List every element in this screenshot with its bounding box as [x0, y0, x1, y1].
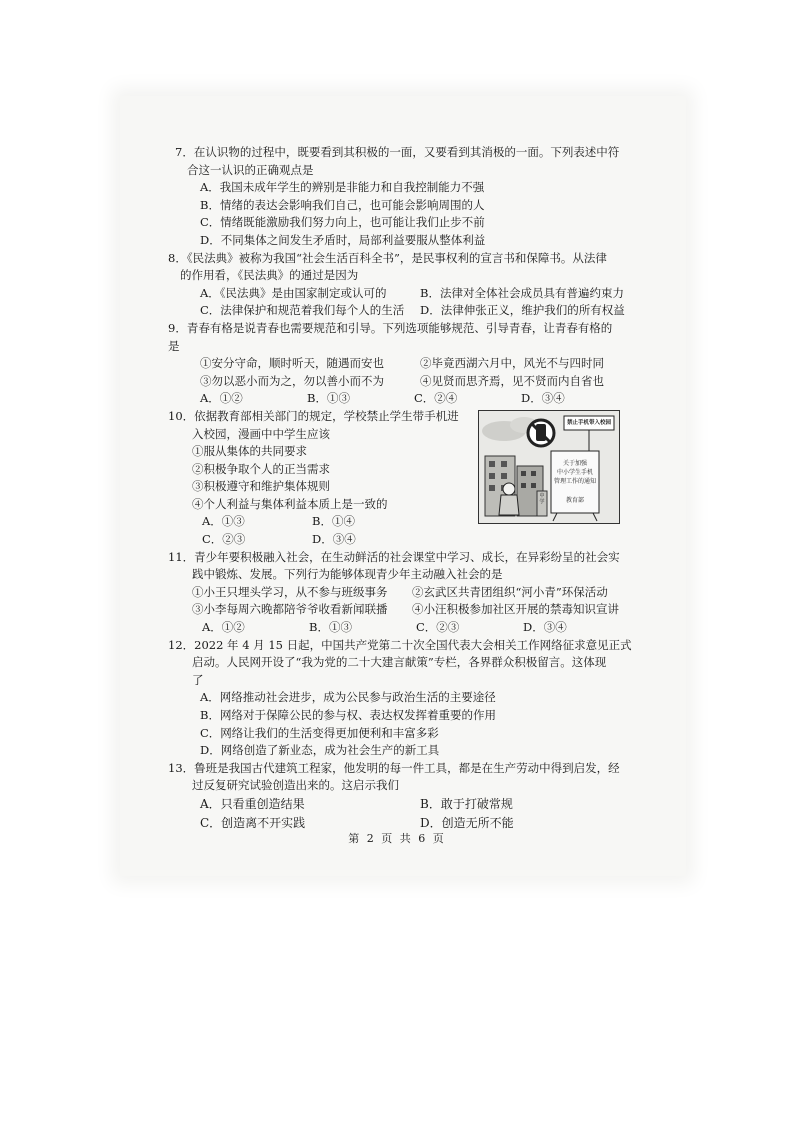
question-7-option-a: A．我国未成年学生的辨别是非能力和自我控制能力不强 [200, 180, 485, 195]
cartoon-document [553, 459, 597, 505]
question-10-stem-line-1: 10．依据教育部相关部门的规定，学校禁止学生带手机进 [168, 408, 459, 423]
question-13-option-a: A．只看重创造结果 [200, 796, 305, 811]
question-10 [168, 408, 645, 549]
question-10-statement-4: ④个人利益与集体利益本质上是一致的 [192, 496, 388, 511]
question-13-option-d: D．创造无所不能 [420, 815, 514, 830]
cartoon-document-line-2: 中小学生手机 [556, 468, 593, 476]
question-8 [168, 250, 645, 320]
question-8-option-b: B．法律对全体社会成员具有普遍约束力 [420, 285, 624, 300]
question-9-statement-2: ②毕竟西湖六月中，风光不与四时同 [420, 356, 604, 371]
question-9 [168, 320, 645, 408]
question-10-option-c: C．②③ [202, 532, 246, 547]
cartoon-document-line-1: 关于加强 [562, 459, 587, 467]
question-13-option-c: C．创造离不开实践 [200, 815, 306, 830]
question-8-option-d: D．法律伸张正义，维护我们的所有权益 [420, 303, 625, 318]
question-11 [168, 549, 645, 637]
question-10-statement-2: ②积极争取个人的正当需求 [192, 461, 330, 476]
question-9-option-a: A．①② [200, 391, 243, 406]
question-10-option-d: D．③④ [312, 532, 356, 547]
question-12-option-b: B．网络对于保障公民的参与权、表达权发挥着重要的作用 [200, 708, 496, 722]
question-11-statement-2: ②玄武区共青团组织“河小青”环保活动 [412, 584, 608, 599]
cartoon-school-gate-label: 中学 [539, 492, 545, 505]
question-12-option-c: C．网络让我们的生活变得更加便利和丰富多彩 [200, 725, 439, 740]
exam-page [168, 144, 645, 833]
question-12 [168, 637, 645, 760]
question-9-statement-1: ①安分守命，顺时听天，随遇而安也 [200, 356, 384, 371]
question-7-option-c: C．情绪既能激励我们努力向上，也可能让我们止步不前 [200, 215, 485, 230]
question-12-stem-line-1: 12．2022 年 4 月 15 日起，中国共产党第二十次全国代表大会相关工作网络征求意见正式 [168, 637, 632, 652]
question-11-statement-4: ④小汪积极参加社区开展的禁毒知识宣讲 [412, 602, 619, 617]
question-11-statement-3: ③小李每周六晚都陪爷爷收看新闻联播 [192, 602, 388, 617]
question-13-stem-line-1: 13．鲁班是我国古代建筑工程家，他发明的每一件工具，都是在生产劳动中得到启发，经 [168, 760, 620, 775]
question-12-option-a: A．网络推动社会进步，成为公民参与政治生活的主要途径 [200, 690, 496, 705]
question-8-stem-line-2: 的作用看，《民法典》的通过是因为 [180, 268, 359, 283]
question-7-stem-line-1: 7．在认识物的过程中，既要看到其积极的一面，又要看到其消极的一面。下列表述中符 [175, 145, 620, 159]
no-phone-sign-icon [528, 420, 554, 446]
question-13-option-b: B．敢于打破常规 [420, 796, 513, 811]
question-9-statement-3: ③勿以恶小而为之，勿以善小而不为 [200, 373, 384, 388]
cartoon-document-line-3: 管理工作的通知 [553, 477, 596, 485]
question-11-statement-1: ①小王只埋头学习，从不参与班级事务 [192, 584, 388, 599]
question-9-stem-line-2: 是 [168, 338, 180, 353]
phone-ban-cartoon [478, 410, 620, 524]
question-10-statement-3: ③积极遵守和维护集体规则 [192, 479, 330, 494]
question-13 [168, 760, 645, 833]
question-7-stem-line-2: 合这一认识的正确观点是 [187, 162, 314, 177]
cartoon-document-signature: 教育部 [565, 496, 584, 504]
question-8-stem-line-1: 8．《民法典》被称为我国“社会生活百科全书”，是民事权利的宣言书和保障书。从法律 [168, 250, 607, 265]
question-7 [175, 144, 645, 250]
page-number: 第 2 页 共 6 页 [348, 832, 446, 845]
question-9-option-c: C．②④ [414, 391, 458, 406]
question-10-statement-1: ①服从集体的共同要求 [192, 444, 307, 459]
question-11-option-d: D．③④ [523, 620, 567, 635]
page-footer [0, 830, 794, 846]
question-12-option-d: D．网络创造了新业态，成为社会生产的新工具 [200, 743, 440, 758]
question-11-option-c: C．②③ [416, 620, 460, 635]
question-10-option-a: A．①③ [202, 514, 245, 529]
question-11-option-a: A．①② [202, 620, 245, 635]
question-11-stem-line-1: 11．青少年要积极融入社会，在生动鲜活的社会课堂中学习、成长，在异彩纷呈的社会实 [168, 549, 620, 564]
question-9-stem-line-1: 9．青春有格是说青春也需要规范和引导。下列选项能够规范、引导青春，让青春有格的 [168, 320, 613, 335]
question-11-stem-line-2: 践中锻炼、发展。下列行为能够体现青少年主动融入社会的是 [192, 567, 503, 582]
cartoon-sign-text: 禁止手机带入校园 [566, 419, 611, 426]
question-10-option-b: B．①④ [312, 514, 355, 529]
question-9-statement-4: ④见贤而思齐焉，见不贤而内自省也 [420, 373, 604, 388]
question-10-stem-line-2: 入校园，漫画中中学生应该 [192, 426, 330, 441]
question-7-option-d: D．不同集体之间发生矛盾时，局部利益要服从整体利益 [200, 232, 486, 247]
question-13-stem-line-2: 过反复研究试验创造出来的。这启示我们 [192, 778, 399, 793]
question-8-option-c: C．法律保护和规范着我们每个人的生活 [200, 303, 405, 318]
question-11-option-b: B．①③ [309, 620, 352, 635]
question-9-option-d: D．③④ [521, 391, 565, 406]
question-9-option-b: B．①③ [307, 391, 350, 406]
question-12-stem-line-3: 了 [192, 672, 204, 687]
question-7-option-b: B．情绪的表达会影响我们自己，也可能会影响周围的人 [200, 197, 485, 212]
question-8-option-a: A．《民法典》是由国家制定或认可的 [200, 285, 387, 300]
question-12-stem-line-2: 启动。人民网开设了“我为党的二十大建言献策”专栏，各界群众积极留言。这体现 [192, 655, 607, 670]
